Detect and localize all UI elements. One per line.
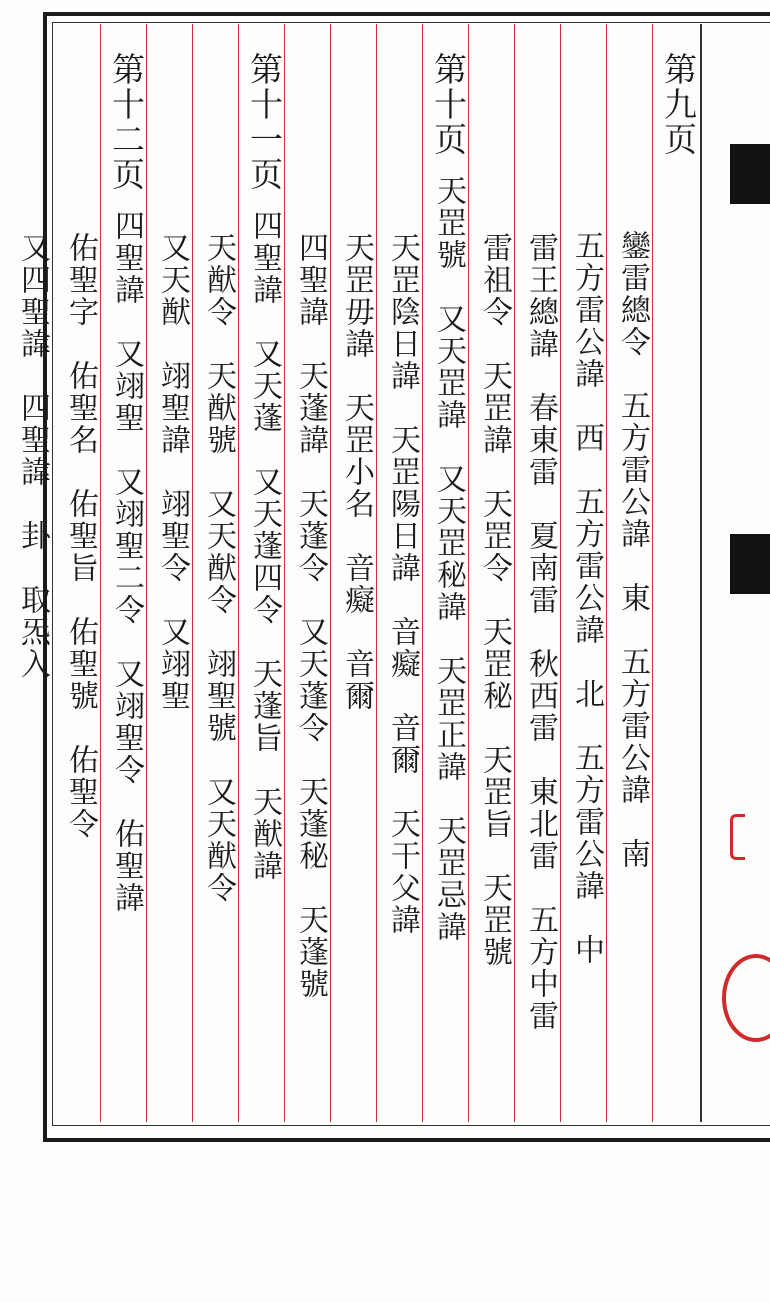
text-column [333, 232, 379, 1302]
column-text: 鑾雷總令 五方雷公諱 東 五方雷公諱 南 [615, 230, 650, 870]
edge-ink-band [730, 534, 770, 594]
column-text: 雷王總諱 春東雷 夏南雷 秋西雷 東北雷 五方中雷 [523, 232, 558, 1032]
column-text: 天罡號 又天罡諱 又天罡秘諱 天罡正諱 天罡忌諱 [431, 175, 466, 943]
column-text: 又四聖諱 四聖諱 卦 取炁入 [15, 232, 50, 680]
text-column [471, 232, 517, 1302]
column-text: 四聖諱 天蓬諱 天蓬令 又天蓬令 天蓬秘 天蓬號 [293, 232, 328, 1000]
text-column [563, 230, 609, 1300]
column-text: 天猷令 天猷號 又天猷令 翊聖號 又天猷令 [201, 232, 236, 904]
text-column [609, 230, 655, 1300]
seal-stamp [722, 954, 770, 1042]
text-column [11, 232, 55, 1302]
adjacent-page-edge [700, 24, 770, 1122]
edge-ink-band [730, 144, 770, 204]
page-heading: 第十一页 [245, 52, 284, 192]
column-text: 天罡毋諱 天罡小名 音癡 音爾 [339, 232, 374, 712]
text-column [425, 52, 471, 1122]
page-heading: 第九页 [659, 52, 698, 157]
page-heading: 第十二页 [107, 52, 146, 192]
page-heading: 第十页 [429, 52, 468, 157]
column-text: 雷祖令 天罡諱 天罡令 天罡秘 天罡旨 天罡號 [477, 232, 512, 968]
column-text: 四聖諱 又翊聖 又翊聖二令 又翊聖令 佑聖諱 [109, 210, 144, 914]
text-column [149, 232, 195, 1302]
text-column [103, 52, 149, 1122]
text-column [287, 232, 333, 1302]
text-column [241, 52, 287, 1122]
text-column [655, 52, 701, 1122]
column-text: 天罡陰日諱 天罡陽日諱 音癡 音爾 天干父諱 [385, 232, 420, 936]
column-text: 佑聖字 佑聖名 佑聖旨 佑聖號 佑聖令 [63, 232, 98, 840]
text-column [517, 232, 563, 1302]
edge-line [700, 24, 702, 1122]
text-column [195, 232, 241, 1302]
text-column [57, 232, 103, 1302]
text-column [379, 232, 425, 1302]
column-text: 四聖諱 又天蓬 又天蓬四令 天蓬旨 天猷諱 [247, 210, 282, 882]
column-text: 五方雷公諱 西 五方雷公諱 北 五方雷公諱 中 [569, 230, 604, 966]
column-text: 又天猷 翊聖諱 翊聖令 又翊聖 [155, 232, 190, 712]
seal-fragment [730, 814, 745, 860]
